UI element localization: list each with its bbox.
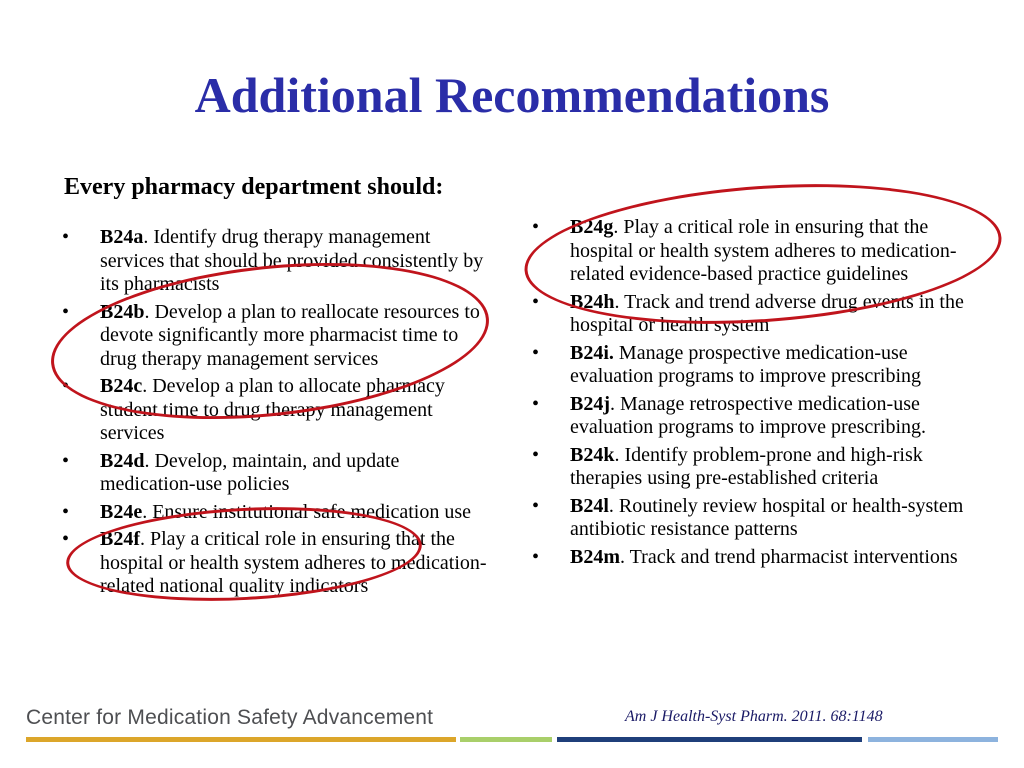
bullet-icon: • — [62, 500, 70, 523]
citation: Am J Health-Syst Pharm. 2011. 68:1148 — [625, 708, 883, 725]
bullet-icon: • — [532, 443, 540, 466]
item-text: Develop a plan to allocate pharmacy student time to drug therapy management services — [100, 375, 445, 444]
bullet-icon: • — [532, 341, 540, 364]
item-code: B24f — [100, 528, 140, 550]
footer-bar-gold — [26, 737, 456, 742]
item-code: B24d — [100, 449, 145, 472]
bullet-icon: • — [532, 216, 540, 238]
list-item: • B24g. Play a critical role in ensuring that the hospital or health system adheres to medication-related evidence-based practice guidelines — [532, 216, 957, 285]
bullet-icon: • — [532, 290, 540, 313]
list-item: • B24h. Track and trend adverse drug events in the hospital or health system — [532, 290, 964, 336]
slide-title: Additional Recommendations — [194, 67, 830, 123]
item-text: Play a critical role in ensuring that the hospital or health system adheres to medication-related national quality indicators — [100, 528, 487, 597]
organization-name: Center for Medication Safety Advancement — [26, 706, 434, 729]
item-code: B24j — [570, 392, 610, 415]
item-code: B24e — [100, 500, 143, 523]
footer-bar-green — [460, 737, 552, 742]
bullet-icon: • — [62, 449, 70, 472]
list-item: • B24l. Routinely review hospital or health-system antibiotic resistance patterns — [532, 494, 964, 540]
item-text: Play a critical role in ensuring that the hospital or health system adheres to medication-related evidence-based practice guidelines — [570, 216, 957, 285]
bullet-icon: • — [62, 375, 70, 397]
item-text: Develop a plan to reallocate resources to devote significantly more pharmacist time to drug therapy management services — [100, 300, 480, 370]
list-item: • B24b. Develop a plan to reallocate resources to devote significantly more pharmacist time to drug therapy management services — [62, 300, 480, 370]
item-code: B24m — [570, 545, 620, 568]
item-code: B24i. — [570, 341, 614, 364]
item-text: Track and trend adverse drug events in the hospital or health system — [570, 290, 964, 336]
list-item: • B24k. Identify problem-prone and high-risk therapies using pre-established criteria — [532, 443, 923, 489]
list-item: • B24d. Develop, maintain, and update medication-use policies — [62, 449, 400, 495]
list-item: • B24e. Ensure institutional safe medication use — [62, 500, 472, 523]
bullet-icon: • — [532, 494, 540, 517]
list-item — [528, 342, 988, 389]
bullet-icon: • — [62, 226, 70, 248]
item-code: B24l — [570, 494, 609, 517]
list-item: • B24m. Track and trend pharmacist interventions — [532, 545, 958, 568]
item-text: Manage retrospective medication-use evaluation programs to improve prescribing. — [570, 392, 927, 438]
right-recommendation-list — [528, 216, 988, 573]
slide-subtitle: Every pharmacy department should: — [64, 174, 444, 200]
list-item: • B24a. Identify drug therapy management services that should be provided consistently by its pharmacists — [62, 226, 484, 295]
bullet-icon: • — [62, 528, 70, 550]
item-text: Develop, maintain, and update medication-use policies — [100, 449, 400, 495]
list-item: • B24f. Play a critical role in ensuring that the hospital or health system adheres to medication-related national quality indicators — [62, 528, 487, 597]
footer-bar-navy — [557, 737, 862, 742]
list-item: • B24j. Manage retrospective medication-use evaluation programs to improve prescribing. — [532, 392, 927, 438]
item-text: Identify drug therapy management services that should be provided consistently by its pharmacists — [100, 226, 484, 295]
list-item: • B24c. Develop a plan to allocate pharmacy student time to drug therapy management services — [62, 375, 445, 444]
left-recommendation-list — [58, 226, 498, 603]
bullet-icon: • — [532, 545, 540, 568]
bullet-icon: • — [532, 392, 540, 415]
item-code: B24k — [570, 443, 615, 466]
item-text: Routinely review hospital or health-system antibiotic resistance patterns — [570, 494, 964, 540]
item-code: B24h — [570, 290, 615, 313]
item-code: B24c — [100, 375, 143, 397]
bullet-icon: • — [62, 300, 70, 323]
item-text: Manage prospective medication-use evaluation programs to improve prescribing — [570, 341, 922, 387]
item-text: Ensure institutional safe medication use — [147, 500, 472, 523]
item-code: B24g — [570, 216, 614, 238]
footer-bar-lightblue — [868, 737, 998, 742]
item-code: B24b — [100, 300, 145, 323]
item-text: Identify problem-prone and high-risk therapies using pre-established criteria — [570, 443, 923, 489]
item-text: Track and trend pharmacist interventions — [625, 545, 958, 568]
item-code: B24a — [100, 226, 144, 248]
